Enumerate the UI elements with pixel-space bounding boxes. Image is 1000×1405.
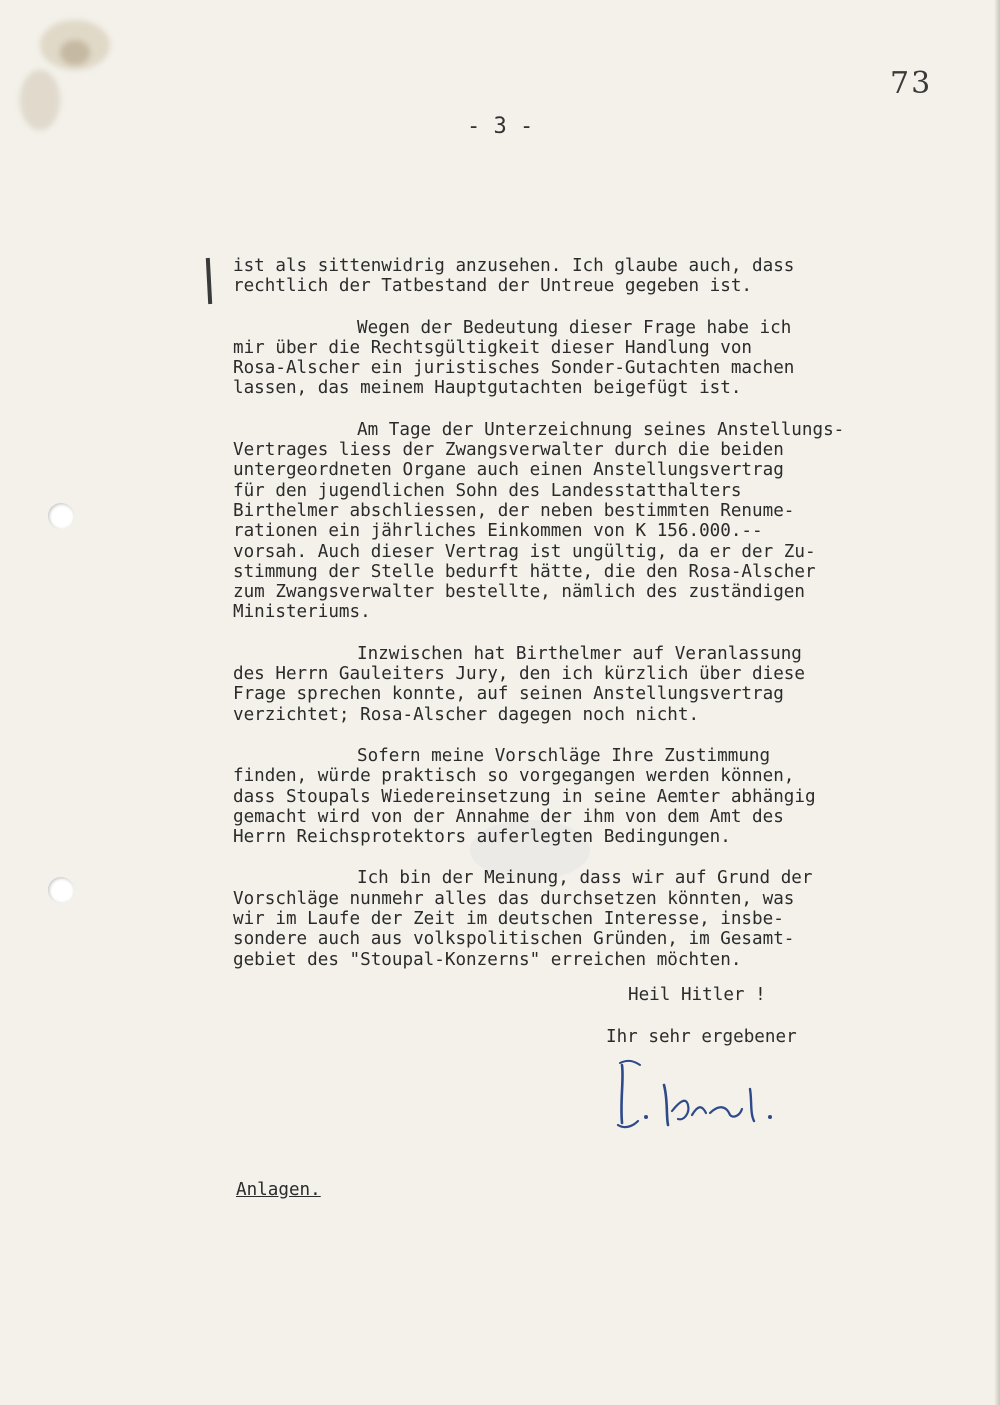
enclosures-note: Anlagen. — [236, 1180, 321, 1200]
text-line: zum Zwangsverwalter bestellte, nämlich des zuständigen — [233, 582, 805, 603]
text-line: Vertrages liess der Zwangsverwalter durch die beiden — [233, 440, 784, 461]
text-line: des Herrn Gauleiters Jury, den ich kürzlich über diese — [233, 664, 805, 685]
text-line: Birthelmer abschliessen, der neben bestimmten Renume- — [233, 500, 795, 521]
folio-number: 73 — [890, 66, 933, 101]
page-number: - 3 - — [467, 114, 534, 139]
text-line: Sofern meine Vorschläge Ihre Zustimmung — [357, 745, 771, 766]
punch-hole — [48, 877, 74, 903]
text-line: wir im Laufe der Zeit im deutschen Interesse, insbe- — [233, 909, 784, 930]
text-line: Vorschläge nunmehr alles das durchsetzen könnten, was — [233, 888, 795, 909]
text-line: finden, würde praktisch so vorgegangen werden können, — [233, 766, 795, 787]
text-line: dass Stoupals Wiedereinsetzung in seine Aemter abhängig — [233, 786, 816, 807]
text-line: Am Tage der Unterzeichnung seines Anstellungs- — [357, 419, 845, 440]
paragraph — [233, 420, 933, 623]
paragraph — [233, 256, 933, 297]
text-line: ist als sittenwidrig anzusehen. Ich glaube auch, dass — [233, 256, 795, 276]
text-line: mir über die Rechtsgültigkeit dieser Handlung von — [233, 337, 753, 358]
text-line: untergeordneten Organe auch einen Anstellungsvertrag — [233, 460, 784, 481]
margin-mark — [206, 258, 212, 304]
paragraph — [233, 318, 933, 399]
paragraph — [233, 644, 933, 725]
water-stain — [20, 70, 60, 130]
closing-greeting: Heil Hitler ! — [628, 985, 766, 1005]
text-line: gemacht wird von der Annahme der ihm von dem Amt des — [233, 806, 784, 827]
text-line: gebiet des "Stoupal-Konzerns" erreichen möchten. — [233, 949, 742, 970]
paragraph — [233, 746, 933, 847]
closing-regards: Ihr sehr ergebener — [606, 1027, 797, 1047]
text-line: Rosa-Alscher ein juristisches Sonder-Gutachten machen — [233, 358, 795, 379]
text-line: Frage sprechen konnte, auf seinen Anstellungsvertrag — [233, 684, 784, 705]
text-line: Wegen der Bedeutung dieser Frage habe ich — [357, 317, 792, 338]
text-line: verzichtet; Rosa-Alscher dagegen noch nicht. — [233, 704, 700, 725]
handwritten-signature — [610, 1045, 810, 1135]
text-line: sondere auch aus volkspolitischen Gründen, im Gesamt- — [233, 929, 795, 950]
letter-body — [233, 256, 933, 991]
text-line: Inzwischen hat Birthelmer auf Veranlassung — [357, 643, 802, 664]
text-line: für den jugendlichen Sohn des Landesstatthalters — [233, 480, 742, 501]
page-edge-shadow — [994, 0, 1000, 1405]
paragraph — [233, 868, 933, 969]
text-line: Herrn Reichsprotektors auferlegten Bedingungen. — [233, 827, 731, 848]
text-line: stimmung der Stelle bedurft hätte, die den Rosa-Alscher — [233, 561, 816, 582]
text-line: vorsah. Auch dieser Vertrag ist ungültig, da er der Zu- — [233, 541, 816, 562]
text-line: lassen, das meinem Hauptgutachten beigefügt ist. — [233, 378, 742, 399]
text-line: rechtlich der Tatbestand der Untreue gegeben ist. — [233, 276, 753, 297]
text-line: rationen ein jährliches Einkommen von K 156.000.-- — [233, 521, 763, 542]
text-line: Ich bin der Meinung, dass wir auf Grund der — [357, 868, 813, 889]
water-stain — [60, 40, 90, 65]
text-line: Ministeriums. — [233, 602, 371, 623]
punch-hole — [48, 503, 74, 529]
